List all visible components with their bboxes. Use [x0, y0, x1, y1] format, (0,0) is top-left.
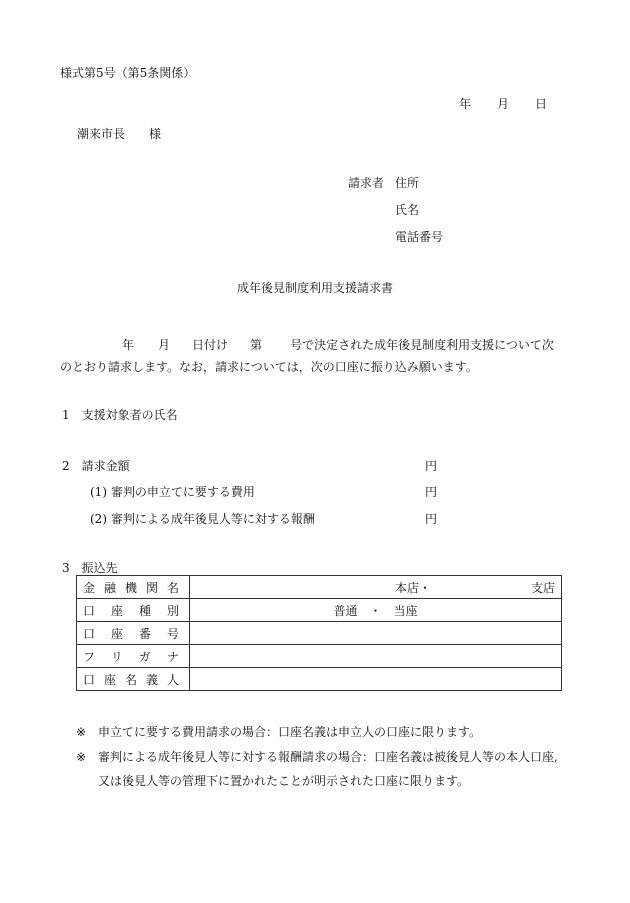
note-1	[76, 723, 481, 740]
row-bank-name	[77, 576, 562, 599]
account-type-label: 口座種別	[77, 599, 190, 622]
account-number-label: 口座番号	[77, 622, 190, 645]
para-month: 月	[158, 338, 171, 352]
shiten-text: 支店	[530, 580, 555, 595]
holder-field[interactable]	[190, 668, 562, 691]
note-2-mark: ※	[76, 750, 87, 764]
total-yen-unit: 円	[425, 459, 438, 473]
note-2	[76, 748, 558, 765]
note-1-text: 申立てに要する費用請求の場合：口座名義は申立人の口座に限ります。	[98, 725, 482, 739]
bank-name-field[interactable]	[190, 576, 562, 599]
date-line	[459, 95, 547, 112]
section-3-heading: 3 振込先	[62, 561, 118, 575]
requester-label: 請求者	[348, 176, 385, 190]
section-2-heading: 2 請求金額	[62, 459, 130, 473]
bank-name-label: 金融機関名	[77, 576, 190, 599]
date-month: 月	[497, 97, 510, 111]
note-2-text: 審判による成年後見人等に対する報酬請求の場合：口座名義は被後見人等の本人口座,	[98, 750, 558, 764]
holder-label: 口座名義人	[77, 668, 190, 691]
para-year: 年	[122, 338, 135, 352]
furigana-field[interactable]	[190, 645, 562, 668]
item-2-yen-unit: 円	[425, 512, 438, 526]
date-day: 日	[535, 97, 548, 111]
honten-text: 本店・	[394, 580, 431, 595]
para-day: 日付け	[192, 338, 229, 352]
document-title: 成年後見制度利用支援請求書	[236, 281, 393, 295]
item-2-label: (2) 審判による成年後見人等に対する報酬	[90, 512, 315, 526]
bank-account-table	[76, 575, 562, 691]
item-1-yen-unit: 円	[425, 485, 438, 499]
row-holder	[77, 668, 562, 691]
account-number-field[interactable]	[190, 622, 562, 645]
request-paragraph	[60, 334, 565, 378]
note-2-continued: 又は後見人等の管理下に置かれたことが明示された口座に限ります。	[98, 774, 470, 788]
requester-name-label: 氏名	[395, 203, 420, 217]
account-type-field[interactable]: 普通 ・ 当座	[190, 599, 562, 622]
requester-address-label: 住所	[395, 176, 420, 190]
furigana-label: フリガナ	[77, 645, 190, 668]
item-1-label: (1) 審判の申立てに要する費用	[90, 485, 255, 499]
addressee: 潮来市長 様	[77, 127, 162, 141]
row-account-number	[77, 622, 562, 645]
note-1-mark: ※	[76, 725, 87, 739]
para-rest: 号で決定された成年後見制度利用支援について次のとおり請求します。なお，請求については，次の口座に振り込み願います。	[60, 338, 554, 374]
section-1-heading: 1 支援対象者の氏名	[62, 408, 178, 422]
row-account-type	[77, 599, 562, 622]
form-number: 様式第5号（第5条関係）	[60, 66, 196, 80]
requester-tel-label: 電話番号	[395, 230, 444, 244]
row-furigana	[77, 645, 562, 668]
date-year: 年	[459, 97, 472, 111]
para-dai: 第	[250, 338, 263, 352]
